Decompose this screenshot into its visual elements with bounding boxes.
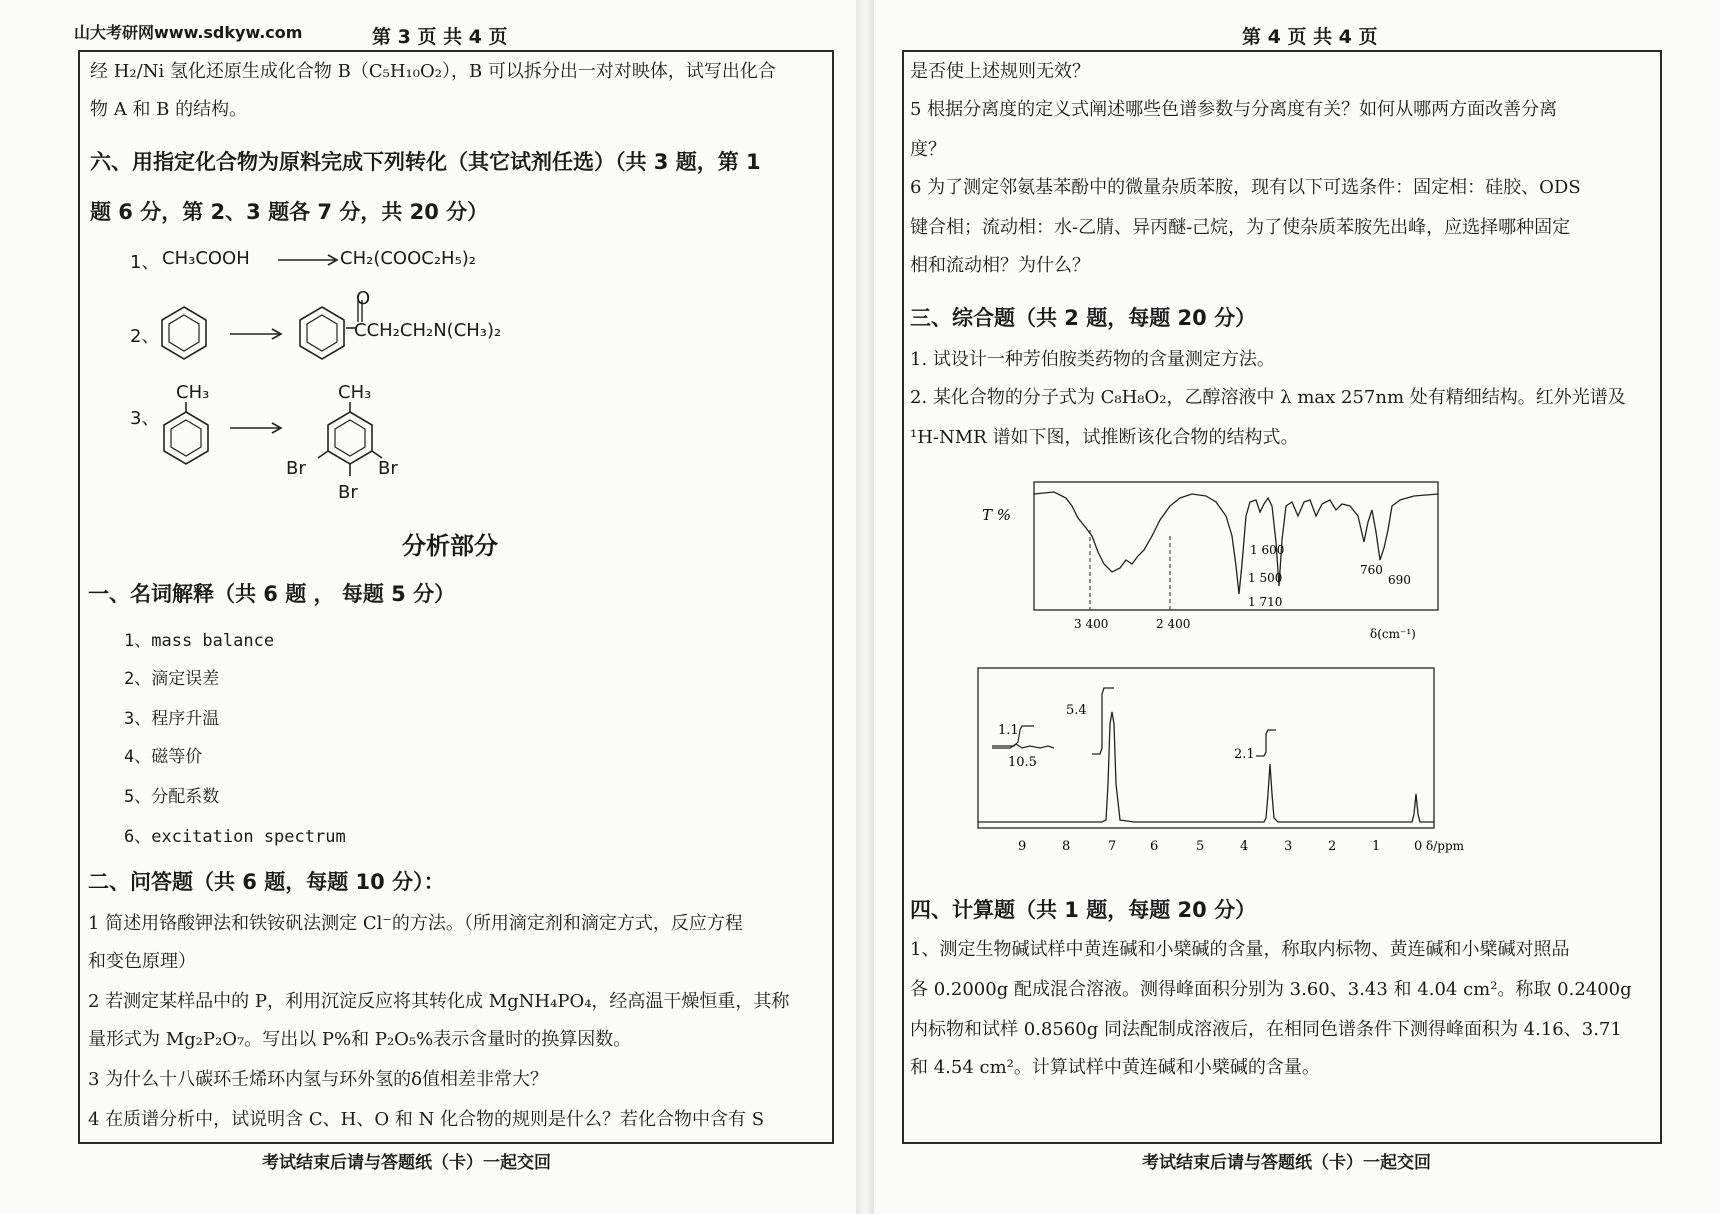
book-gutter [856,0,874,1214]
question-text: 1、测定生物碱试样中黄连碱和小檗碱的含量，称取内标物、黄连碱和小檗碱对照品 [910,939,1570,960]
question-text: 各 0.2000g 配成混合溶液。测得峰面积分别为 3.60、3.43 和 4.04 cm²。称取 0.2400g [910,979,1632,1000]
ir-peak-label: 1 500 [1248,571,1283,585]
section-one-heading: 一、名词解释（共 6 题 ， 每题 5 分） [88,582,456,606]
nmr-spectrum-svg [974,664,1465,864]
question-text: 6 为了测定邻氨基苯酚中的微量杂质苯胺，现有以下可选条件：固定相：硅胶、ODS [910,177,1581,198]
reaction-number: 2、 [130,326,160,347]
section-two-heading: 二、问答题（共 6 题，每题 10 分）： [88,870,445,894]
product-chain: CCH₂CH₂N(CH₃)₂ [354,320,502,341]
question-text: 键合相；流动相：水-乙腈、异丙醚-己烷，为了使杂质苯胺先出峰，应选择哪种固定 [910,217,1571,238]
ir-y-label: T % [982,506,1012,524]
section-six-heading: 题 6 分，第 2、3 题各 7 分，共 20 分） [90,200,489,224]
ir-x-tick: 3 400 [1074,617,1109,631]
question-text: 内标物和试样 0.8560g 同法配制成溶液后，在相同色谱条件下测得峰面积为 4.16、3.71 [910,1019,1622,1040]
reaction-arrow [228,420,284,436]
ir-peak-label: 1 600 [1250,543,1285,557]
right-page [874,0,1720,1214]
analysis-part-title: 分析部分 [402,532,498,560]
term-item: 3、程序升温 [124,709,220,729]
page-header: 第 3 页 共 4 页 [372,26,508,48]
nmr-integral-label: 5.4 [1066,703,1087,718]
question-text: ¹H-NMR 谱如下图，试推断该化合物的结构式。 [910,427,1299,448]
section-four-heading: 四、计算题（共 1 题，每题 20 分） [910,898,1257,922]
page-footer: 考试结束后请与答题纸（卡）一起交回 [1142,1153,1431,1173]
reaction-arrow [228,326,284,342]
page-header: 第 4 页 共 4 页 [1242,26,1378,48]
nmr-x-tick: 8 [1062,839,1071,854]
benzene-ring [158,303,210,363]
methyl-group: CH₃ [338,382,372,403]
nmr-x-tick: 9 [1018,839,1027,854]
benzene-ring [296,303,348,363]
ir-x-label: δ(cm⁻¹) [1370,627,1416,641]
nmr-x-ticks [1018,839,1422,854]
question-text: 5 根据分离度的定义式阐述哪些色谱参数与分离度有关？如何从哪两方面改善分离 [910,99,1558,120]
question-text: 量形式为 Mg₂P₂O₇。写出以 P%和 P₂O₅%表示含量时的换算因数。 [88,1029,632,1050]
nmr-x-tick: 5 [1196,839,1205,854]
ir-peak-label: 1 710 [1248,595,1283,609]
question-text: 和变色原理） [88,951,196,972]
nmr-x-tick: 4 [1240,839,1249,854]
methyl-group: CH₃ [176,382,210,403]
question-text: 3 为什么十八碳环壬烯环内氢与环外氢的δ值相差非常大？ [88,1069,549,1090]
text-line: 物 A 和 B 的结构。 [90,99,248,120]
term-item: 2、滴定误差 [124,669,220,689]
site-watermark: 山大考研网www.sdkyw.com [74,23,303,42]
nmr-x-tick: 2 [1328,839,1337,854]
nmr-x-tick: 0 [1414,839,1423,854]
term-item: 4、磁等价 [124,747,203,767]
question-text: 1. 试设计一种芳伯胺类药物的含量测定方法。 [910,349,1275,370]
nmr-x-tick: 1 [1372,839,1381,854]
term-item: 6、excitation spectrum [124,827,346,847]
nmr-plot-frame [978,668,1434,828]
question-text: 2 若测定某样品中的 P，利用沉淀反应将其转化成 MgNH₄PO₄，经高温干燥恒重，其称 [88,991,790,1012]
product-formula: CH₂(COOC₂H₅)₂ [340,248,477,269]
nmr-x-tick: 7 [1108,839,1117,854]
nmr-baseline [978,712,1434,822]
nmr-x-tick: 3 [1284,839,1293,854]
ir-peak-label: 690 [1388,573,1411,587]
nmr-inset-shift: 10.5 [1008,755,1037,770]
nmr-spectrum-chart [974,664,1465,864]
question-text: 度？ [910,139,946,160]
bromine-label: Br [338,482,358,503]
question-text: 1 简述用铬酸钾法和铁铵矾法测定 Cl⁻的方法。（所用滴定剂和滴定方式，反应方程 [88,913,743,934]
ir-trace [1034,492,1438,594]
reactant-formula: CH₃COOH [162,248,250,269]
nmr-integral-label: 2.1 [1234,747,1255,762]
question-text: 2. 某化合物的分子式为 C₈H₈O₂，乙醇溶液中 λ max 257nm 处有精细结构。红外光谱及 [910,387,1626,408]
ir-x-tick: 2 400 [1156,617,1191,631]
carbonyl-oxygen: O [356,288,371,309]
bromine-label: Br [378,458,398,479]
section-six-heading: 六、用指定化合物为原料完成下列转化（其它试剂任选）（共 3 题，第 1 [90,150,761,174]
nmr-inset-integral: 1.1 [998,723,1019,738]
reaction-number: 3、 [130,408,160,429]
text-line: 经 H₂/Ni 氢化还原生成化合物 B（C₅H₁₀O₂），B 可以拆分出一对对映体，试写出化合 [90,61,776,82]
ir-spectrum-svg [974,476,1454,646]
question-text: 相和流动相？为什么？ [910,255,1090,276]
ir-spectrum-chart [974,476,1454,646]
nmr-x-label: δ/ppm [1426,839,1465,853]
section-three-heading: 三、综合题（共 2 题，每题 20 分） [910,306,1257,330]
nmr-x-tick: 6 [1150,839,1159,854]
term-item: 5、分配系数 [124,787,220,807]
page-footer: 考试结束后请与答题纸（卡）一起交回 [262,1153,551,1173]
reaction-number: 1、 [130,252,160,273]
question-text: 是否使上述规则无效？ [910,61,1090,82]
question-text: 和 4.54 cm²。计算试样中黄连碱和小檗碱的含量。 [910,1057,1320,1078]
question-text: 4 在质谱分析中，试说明含 C、H、O 和 N 化合物的规则是什么？若化合物中含有 S [88,1109,765,1130]
bromine-label: Br [286,458,306,479]
nmr-integral-21 [1256,730,1276,756]
left-page [0,0,856,1214]
ir-peak-label: 760 [1360,563,1383,577]
toluene-structure [158,402,214,468]
reaction-arrow [276,252,340,268]
term-item: 1、mass balance [124,631,275,651]
